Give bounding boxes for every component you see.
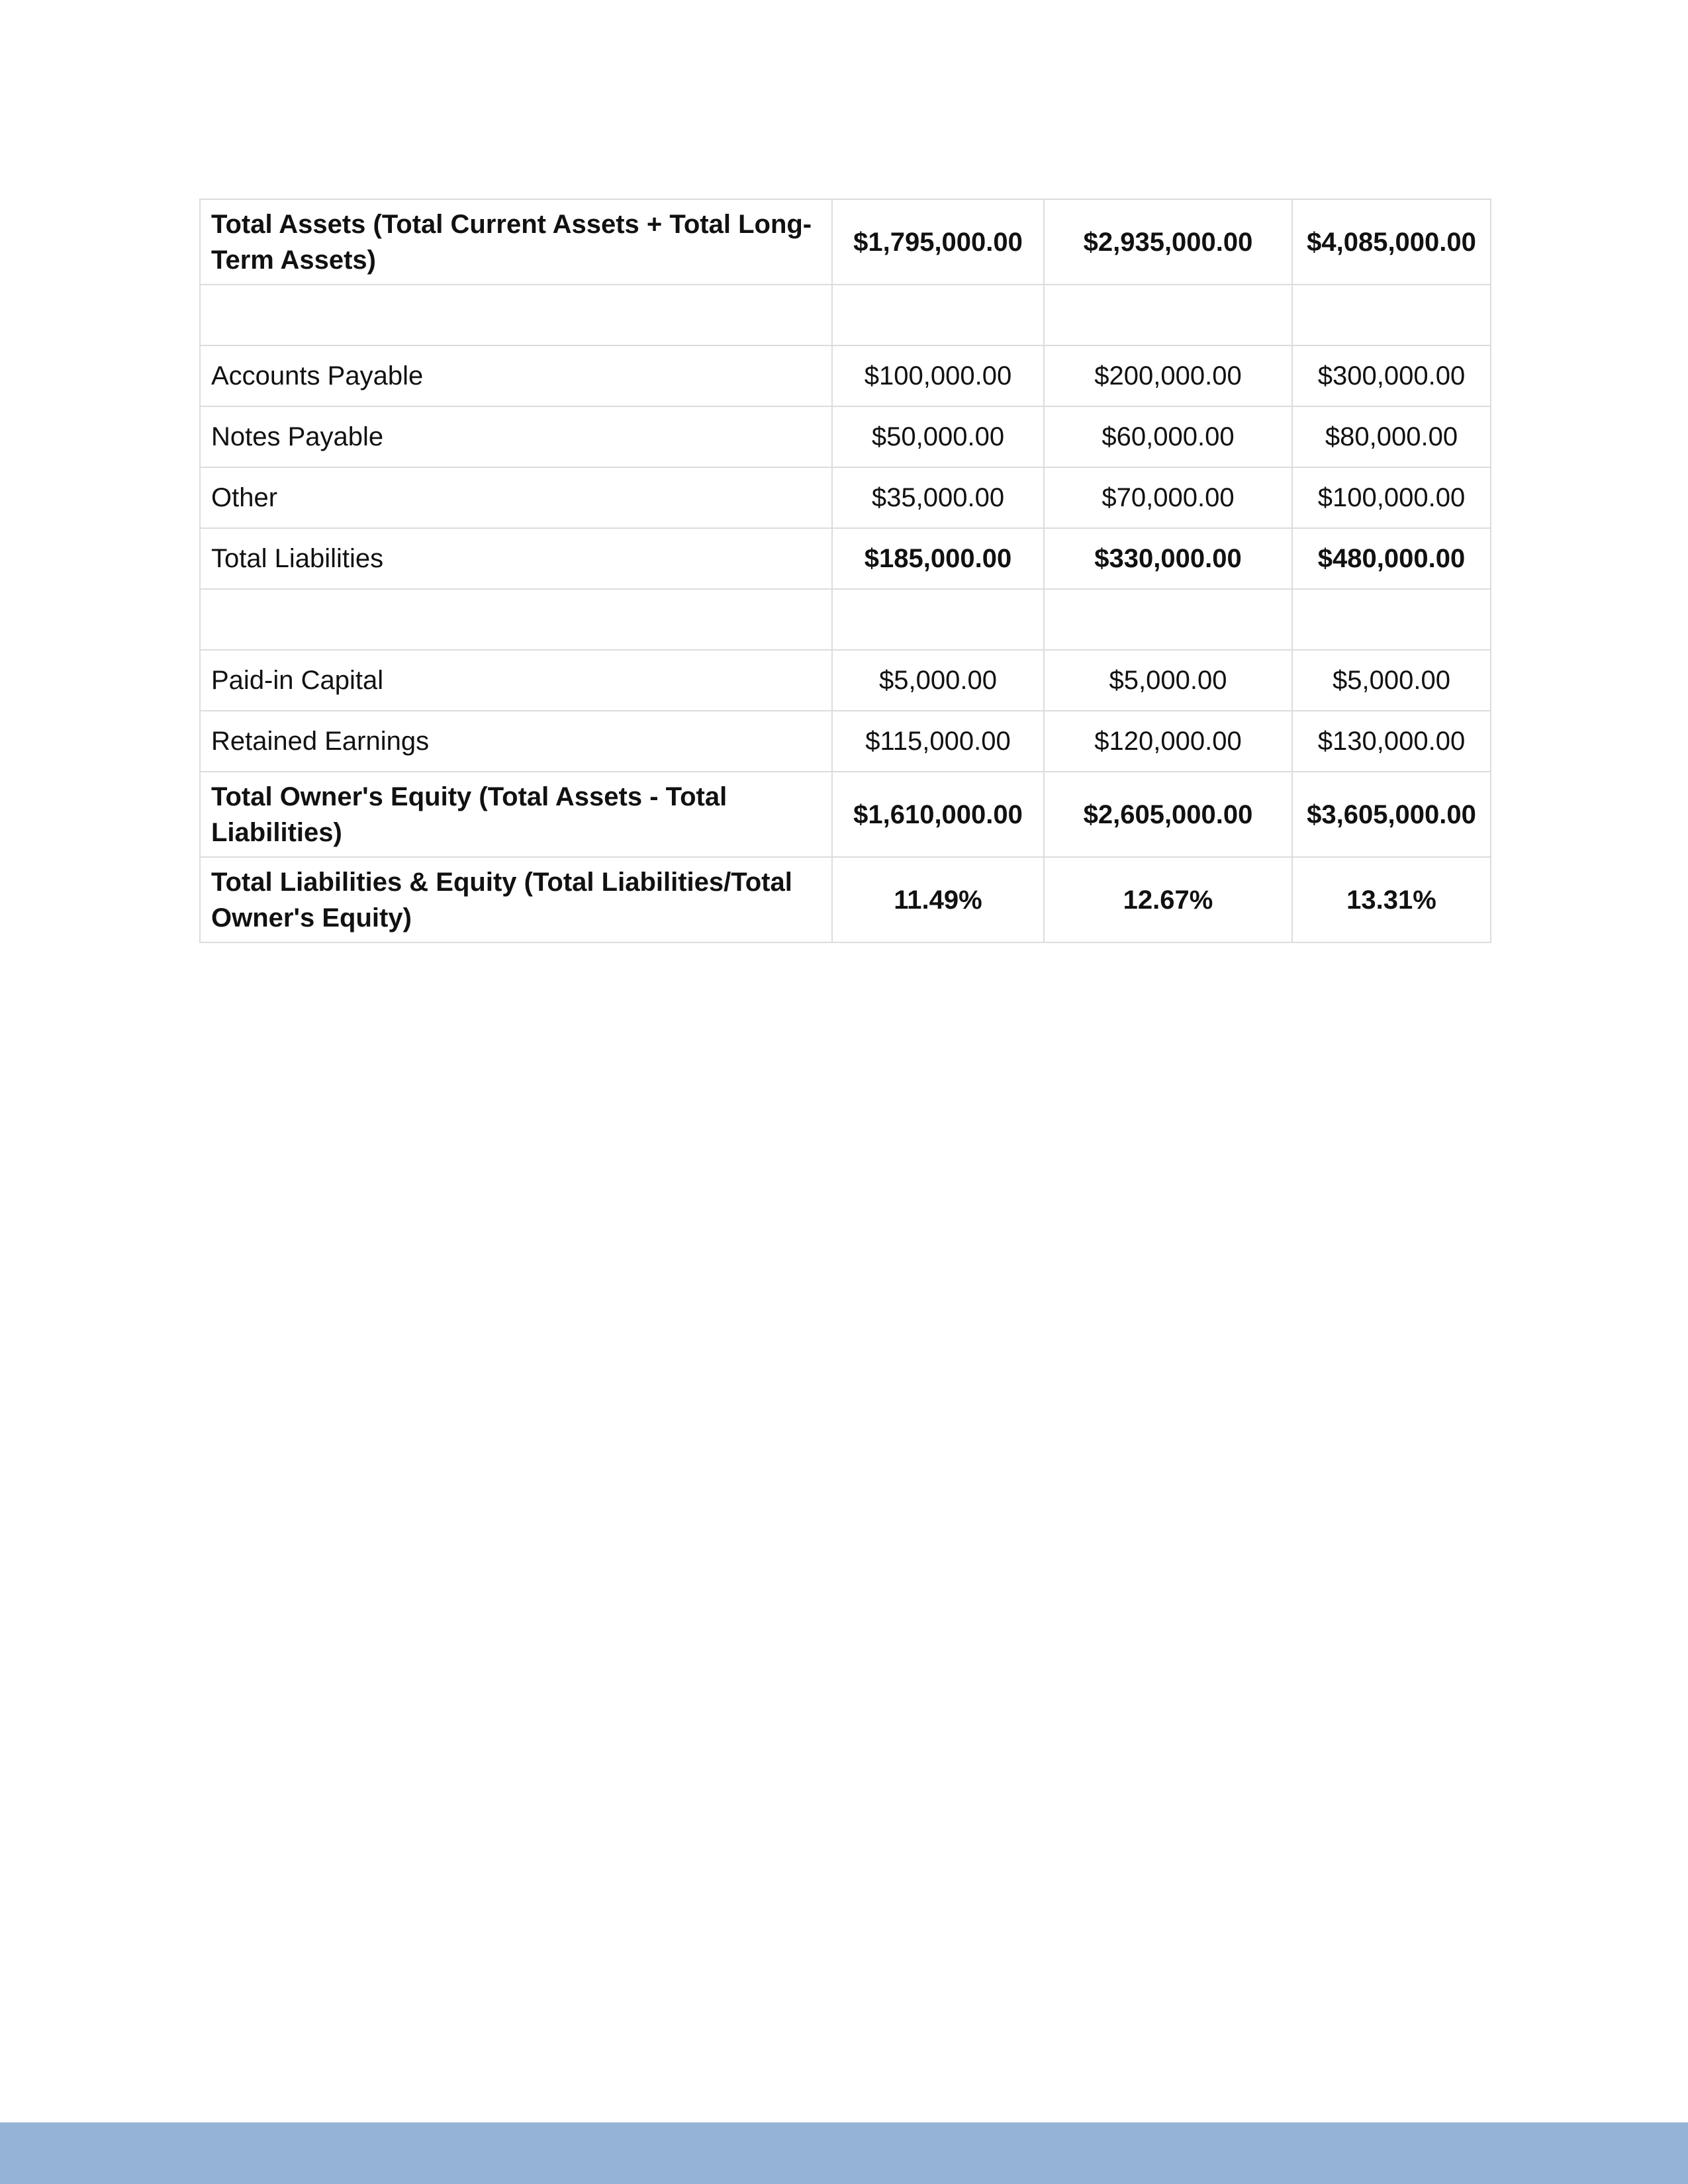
cell-value: $300,000.00 — [1292, 345, 1491, 406]
cell-value: $2,605,000.00 — [1044, 772, 1292, 857]
cell-value: $185,000.00 — [832, 528, 1044, 589]
row-label: Total Liabilities & Equity (Total Liabilities/Total Owner's Equity) — [200, 857, 832, 942]
cell-value: $130,000.00 — [1292, 711, 1491, 772]
footer-band — [0, 2122, 1688, 2184]
cell-value: $100,000.00 — [1292, 467, 1491, 528]
cell-value: $5,000.00 — [1044, 650, 1292, 711]
cell-value — [832, 285, 1044, 345]
table-row-retained-earnings — [200, 711, 1491, 772]
cell-value — [1292, 285, 1491, 345]
cell-value: $1,610,000.00 — [832, 772, 1044, 857]
cell-value: $35,000.00 — [832, 467, 1044, 528]
cell-value: $200,000.00 — [1044, 345, 1292, 406]
cell-value: $5,000.00 — [1292, 650, 1491, 711]
cell-value: $5,000.00 — [832, 650, 1044, 711]
table-row-accounts-payable — [200, 345, 1491, 406]
cell-value — [1044, 285, 1292, 345]
table-row-paid-in-capital — [200, 650, 1491, 711]
cell-value: $115,000.00 — [832, 711, 1044, 772]
cell-value: $330,000.00 — [1044, 528, 1292, 589]
cell-value: $50,000.00 — [832, 406, 1044, 467]
cell-value — [1044, 589, 1292, 650]
cell-value: 12.67% — [1044, 857, 1292, 942]
table-row-spacer — [200, 285, 1491, 345]
balance-sheet-table — [199, 199, 1491, 943]
table-row-other — [200, 467, 1491, 528]
table-row-total-owners-equity — [200, 772, 1491, 857]
cell-value: 11.49% — [832, 857, 1044, 942]
row-label: Other — [200, 467, 832, 528]
cell-value — [1292, 589, 1491, 650]
row-label: Total Owner's Equity (Total Assets - Total Liabilities) — [200, 772, 832, 857]
cell-value: $60,000.00 — [1044, 406, 1292, 467]
row-label — [200, 285, 832, 345]
cell-value: $120,000.00 — [1044, 711, 1292, 772]
row-label: Accounts Payable — [200, 345, 832, 406]
row-label: Retained Earnings — [200, 711, 832, 772]
cell-value: $3,605,000.00 — [1292, 772, 1491, 857]
row-label: Total Assets (Total Current Assets + Total Long-Term Assets) — [200, 199, 832, 285]
row-label — [200, 589, 832, 650]
cell-value: $4,085,000.00 — [1292, 199, 1491, 285]
row-label: Total Liabilities — [200, 528, 832, 589]
cell-value: $100,000.00 — [832, 345, 1044, 406]
table-row-total-assets — [200, 199, 1491, 285]
table-row-total-liabilities-equity — [200, 857, 1491, 942]
table-row-spacer — [200, 589, 1491, 650]
table-row-total-liabilities — [200, 528, 1491, 589]
cell-value: $80,000.00 — [1292, 406, 1491, 467]
cell-value: $2,935,000.00 — [1044, 199, 1292, 285]
cell-value: $1,795,000.00 — [832, 199, 1044, 285]
row-label: Notes Payable — [200, 406, 832, 467]
row-label: Paid-in Capital — [200, 650, 832, 711]
table-row-notes-payable — [200, 406, 1491, 467]
cell-value — [832, 589, 1044, 650]
cell-value: 13.31% — [1292, 857, 1491, 942]
cell-value: $480,000.00 — [1292, 528, 1491, 589]
cell-value: $70,000.00 — [1044, 467, 1292, 528]
